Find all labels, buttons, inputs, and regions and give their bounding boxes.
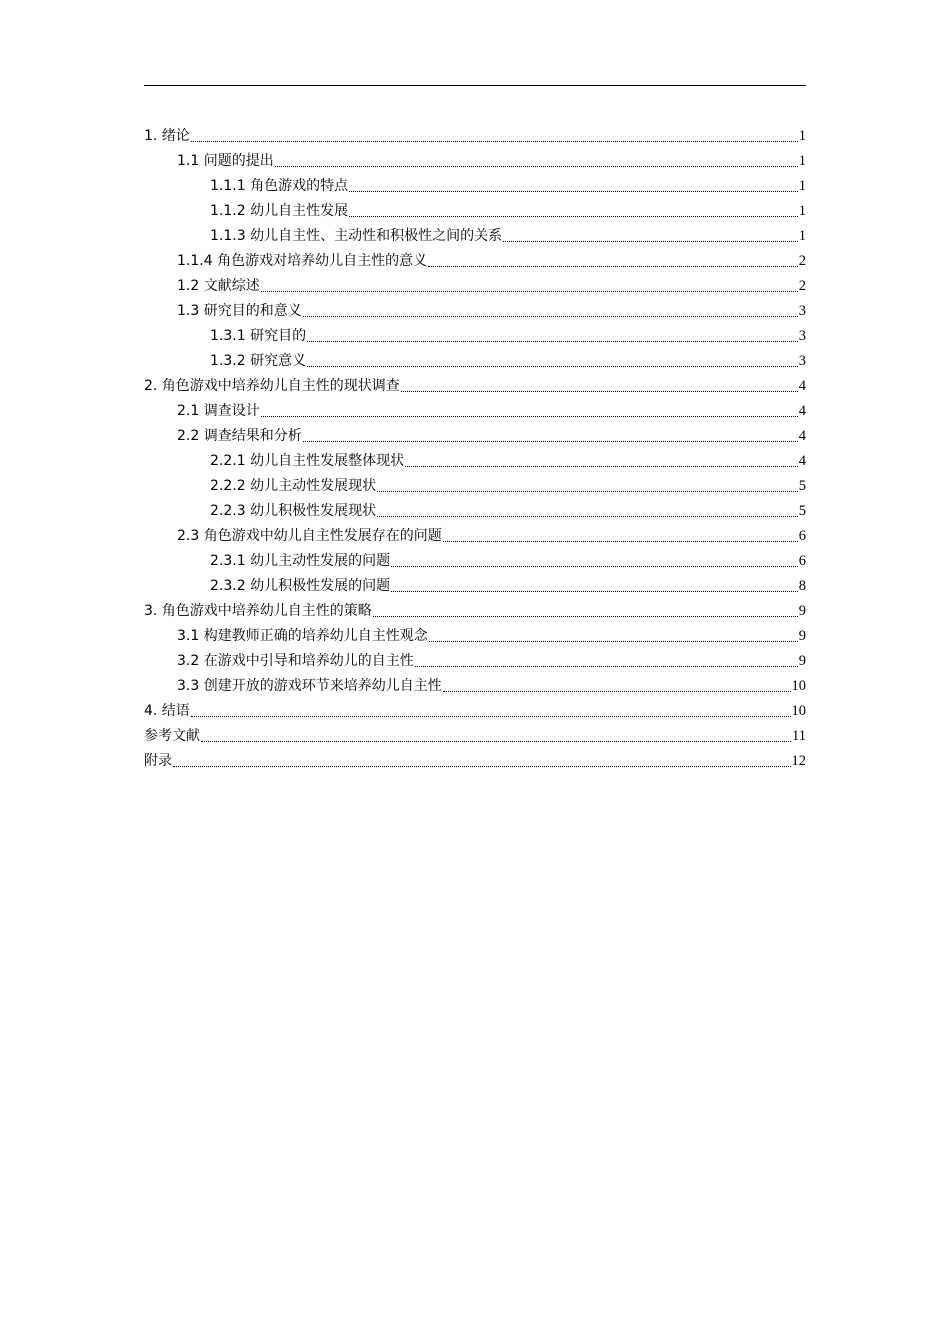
toc-page-number: 1 (798, 178, 806, 194)
toc-page-number: 3 (798, 303, 806, 319)
toc-entry-title: 2.3.2 幼儿积极性发展的问题 (210, 578, 391, 594)
toc-entry-title: 1.1.1 角色游戏的特点 (210, 178, 349, 194)
toc-entry-title: 2.3.1 幼儿主动性发展的问题 (210, 553, 391, 569)
toc-entry[interactable] (144, 624, 806, 649)
toc-dot-leader (275, 166, 798, 167)
toc-entry-title: 1.3 研究目的和意义 (177, 303, 302, 319)
toc-entry[interactable] (144, 174, 806, 199)
toc-entry[interactable] (144, 374, 806, 399)
toc-entry-title: 4. 结语 (144, 703, 190, 719)
toc-dot-leader (503, 241, 798, 242)
toc-page-number: 5 (798, 503, 806, 519)
toc-entry-title: 3.1 构建教师正确的培养幼儿自主性观念 (177, 628, 428, 644)
toc-page-number: 9 (798, 603, 806, 619)
toc-entry-title: 2.2.2 幼儿主动性发展现状 (210, 478, 377, 494)
toc-entry[interactable] (144, 199, 806, 224)
toc-entry[interactable] (144, 649, 806, 674)
toc-entry[interactable] (144, 124, 806, 149)
header-rule (144, 85, 806, 86)
toc-entry[interactable] (144, 449, 806, 474)
toc-dot-leader (391, 566, 798, 567)
toc-entry-title: 3.2 在游戏中引导和培养幼儿的自主性 (177, 653, 414, 669)
toc-dot-leader (303, 441, 798, 442)
toc-page-number: 5 (798, 478, 806, 494)
toc-dot-leader (377, 516, 798, 517)
toc-page-number: 1 (798, 128, 806, 144)
toc-dot-leader (391, 591, 798, 592)
toc-dot-leader (307, 366, 798, 367)
toc-page-number: 6 (798, 528, 806, 544)
toc-page-number: 11 (792, 728, 806, 744)
toc-entry-title: 1.1.4 角色游戏对培养幼儿自主性的意义 (177, 253, 428, 269)
toc-page-number: 4 (798, 403, 806, 419)
toc-dot-leader (201, 741, 791, 742)
toc-dot-leader (377, 491, 798, 492)
toc-entry[interactable] (144, 274, 806, 299)
toc-page-number: 4 (798, 453, 806, 469)
toc-dot-leader (405, 466, 798, 467)
toc-entry[interactable] (144, 599, 806, 624)
toc-page-number: 10 (791, 703, 806, 719)
toc-page-number: 9 (798, 653, 806, 669)
toc-dot-leader (443, 691, 791, 692)
toc-page-number: 12 (791, 753, 806, 769)
toc-entry-title: 1.3.2 研究意义 (210, 353, 307, 369)
toc-page-number: 3 (798, 328, 806, 344)
toc-entry[interactable] (144, 574, 806, 599)
toc-entry-title: 3. 角色游戏中培养幼儿自主性的策略 (144, 603, 372, 619)
toc-entry[interactable] (144, 149, 806, 174)
toc-dot-leader (401, 391, 798, 392)
toc-entry[interactable] (144, 324, 806, 349)
toc-entry[interactable] (144, 549, 806, 574)
toc-entry[interactable] (144, 749, 806, 774)
toc-page-number: 4 (798, 428, 806, 444)
toc-page-number: 4 (798, 378, 806, 394)
toc-entry[interactable] (144, 349, 806, 374)
toc-entry-title: 1.2 文献综述 (177, 278, 260, 294)
table-of-contents (144, 124, 806, 774)
toc-dot-leader (261, 416, 798, 417)
toc-entry-title: 附录 (144, 753, 172, 769)
toc-entry-title: 2.2 调查结果和分析 (177, 428, 302, 444)
toc-dot-leader (173, 766, 791, 767)
toc-page-number: 6 (798, 553, 806, 569)
toc-entry-title: 1.1.2 幼儿自主性发展 (210, 203, 349, 219)
toc-entry[interactable] (144, 524, 806, 549)
toc-entry[interactable] (144, 724, 806, 749)
toc-entry[interactable] (144, 699, 806, 724)
toc-entry[interactable] (144, 399, 806, 424)
toc-page-number: 1 (798, 153, 806, 169)
toc-entry-title: 1.1.3 幼儿自主性、主动性和积极性之间的关系 (210, 228, 503, 244)
toc-entry[interactable] (144, 299, 806, 324)
toc-page-number: 2 (798, 253, 806, 269)
toc-page-number: 2 (798, 278, 806, 294)
toc-entry[interactable] (144, 224, 806, 249)
toc-entry-title: 2. 角色游戏中培养幼儿自主性的现状调查 (144, 378, 400, 394)
toc-entry-title: 2.3 角色游戏中幼儿自主性发展存在的问题 (177, 528, 442, 544)
toc-entry-title: 2.2.3 幼儿积极性发展现状 (210, 503, 377, 519)
toc-dot-leader (429, 641, 798, 642)
toc-entry-title: 参考文献 (144, 728, 200, 744)
toc-dot-leader (349, 216, 798, 217)
toc-entry-title: 3.3 创建开放的游戏环节来培养幼儿自主性 (177, 678, 442, 694)
toc-dot-leader (261, 291, 798, 292)
toc-entry-title: 1. 绪论 (144, 128, 190, 144)
toc-entry-title: 2.1 调查设计 (177, 403, 260, 419)
toc-page-number: 1 (798, 203, 806, 219)
toc-entry[interactable] (144, 424, 806, 449)
toc-entry-title: 1.1 问题的提出 (177, 153, 274, 169)
toc-entry[interactable] (144, 474, 806, 499)
toc-dot-leader (349, 191, 798, 192)
toc-entry-title: 1.3.1 研究目的 (210, 328, 307, 344)
toc-page-number: 10 (791, 678, 806, 694)
toc-dot-leader (191, 141, 798, 142)
toc-entry[interactable] (144, 674, 806, 699)
toc-dot-leader (415, 666, 798, 667)
toc-entry[interactable] (144, 249, 806, 274)
toc-dot-leader (443, 541, 798, 542)
toc-dot-leader (303, 316, 798, 317)
toc-page-number: 8 (798, 578, 806, 594)
toc-entry-title: 2.2.1 幼儿自主性发展整体现状 (210, 453, 405, 469)
toc-dot-leader (307, 341, 798, 342)
toc-page-number: 1 (798, 228, 806, 244)
toc-page-number: 3 (798, 353, 806, 369)
toc-dot-leader (373, 616, 798, 617)
toc-page-number: 9 (798, 628, 806, 644)
toc-entry[interactable] (144, 499, 806, 524)
toc-dot-leader (428, 266, 798, 267)
toc-dot-leader (191, 716, 791, 717)
